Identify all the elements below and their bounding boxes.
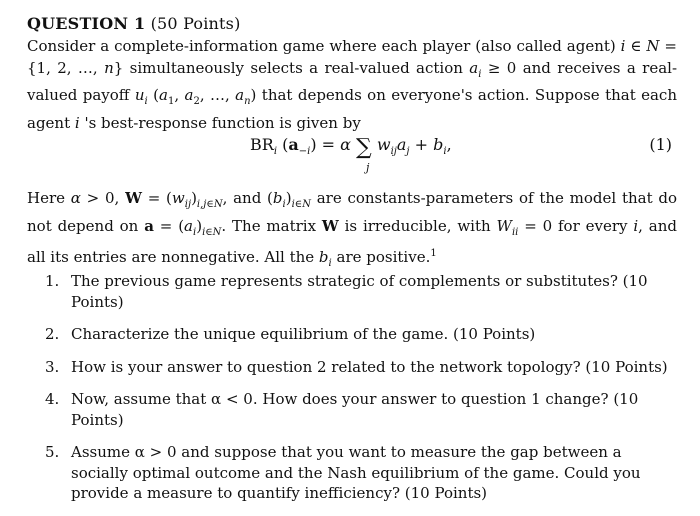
intro-text-1: Consider a complete-information game where each player (also called agent) — [27, 37, 621, 55]
intro-text-4: that depends on everyone's action. Suppose that each agent — [27, 86, 677, 132]
list-item: 3. How is your answer to question 2 related to the network topology? (10 Points) — [45, 357, 668, 376]
list-item: 2. Characterize the unique equilibrium of the game. (10 Points) — [45, 325, 536, 343]
params-text-1: Here — [27, 189, 71, 207]
equation-number: (1) — [649, 135, 672, 154]
intro-text-2: simultaneously selects a real-valued action — [123, 58, 470, 77]
equation-lhs: BR — [250, 135, 274, 154]
question-heading — [27, 14, 241, 33]
params-text-4: is irreducible, with — [338, 216, 497, 235]
params-text-2: are constants-parameters of the model that do not depend on — [27, 189, 677, 235]
sub-question-list — [27, 271, 677, 516]
list-item: 1. The previous game represents strategic of complements or substitutes? (10 Points) — [45, 272, 648, 311]
params-text-5: for every — [552, 216, 634, 235]
params-text-7: are positive. — [331, 248, 431, 266]
equation-formula: $BR_i$ $(a_{-i}) = \alpha$ ∑ $w_{ij}a_j + b_i$, — [250, 135, 452, 160]
question-title: QUESTION 1 — [27, 14, 146, 33]
list-item: 4. Now, assume that α < 0. How does your answer to question 1 change? (10 Points) — [45, 390, 639, 429]
best-response-equation — [0, 135, 700, 175]
question-points: (50 Points) — [150, 14, 241, 33]
model-parameters-text: Here α > 0, $W = (w_{ij})_{i,j\in N}$, and $(b_i)_{i\in N}$ are constants-parameters of the model that do not depend on $a = (a_i)_{i\in N}$. The matrix W is irreducible, with $W_{ii} = 0$ for every i, and all its entries are nonnegative. All the $b_i$ are positive.$^1$ — [27, 189, 677, 269]
params-text-6: , and all its entries are nonnegative. All the — [27, 216, 677, 266]
intro-text-5: 's best-response function is given by — [79, 113, 361, 132]
sum-index: j — [366, 161, 370, 174]
intro-text-3: and receives a real-valued payoff — [27, 58, 678, 104]
params-text-3: . The matrix — [221, 216, 322, 235]
question-intro: Consider a complete-information game where each player (also called agent) i ∈ N = {1, 2, …, n} simultaneously selects a real-valued action $a_i \ge 0$ and receives a real-valued payoff $u_i$ ($a_1$, $a_2$, …, $a_n$) that depends on everyone's action. Suppose that each agent i 's best-response function is given by — [27, 37, 678, 132]
list-item: 5. Assume α > 0 and suppose that you want to measure the gap between a socially optimal outcome and the Nash equilibrium of the game. Could you provide a measure to quantify inefficiency? (10 Points) — [45, 443, 641, 502]
